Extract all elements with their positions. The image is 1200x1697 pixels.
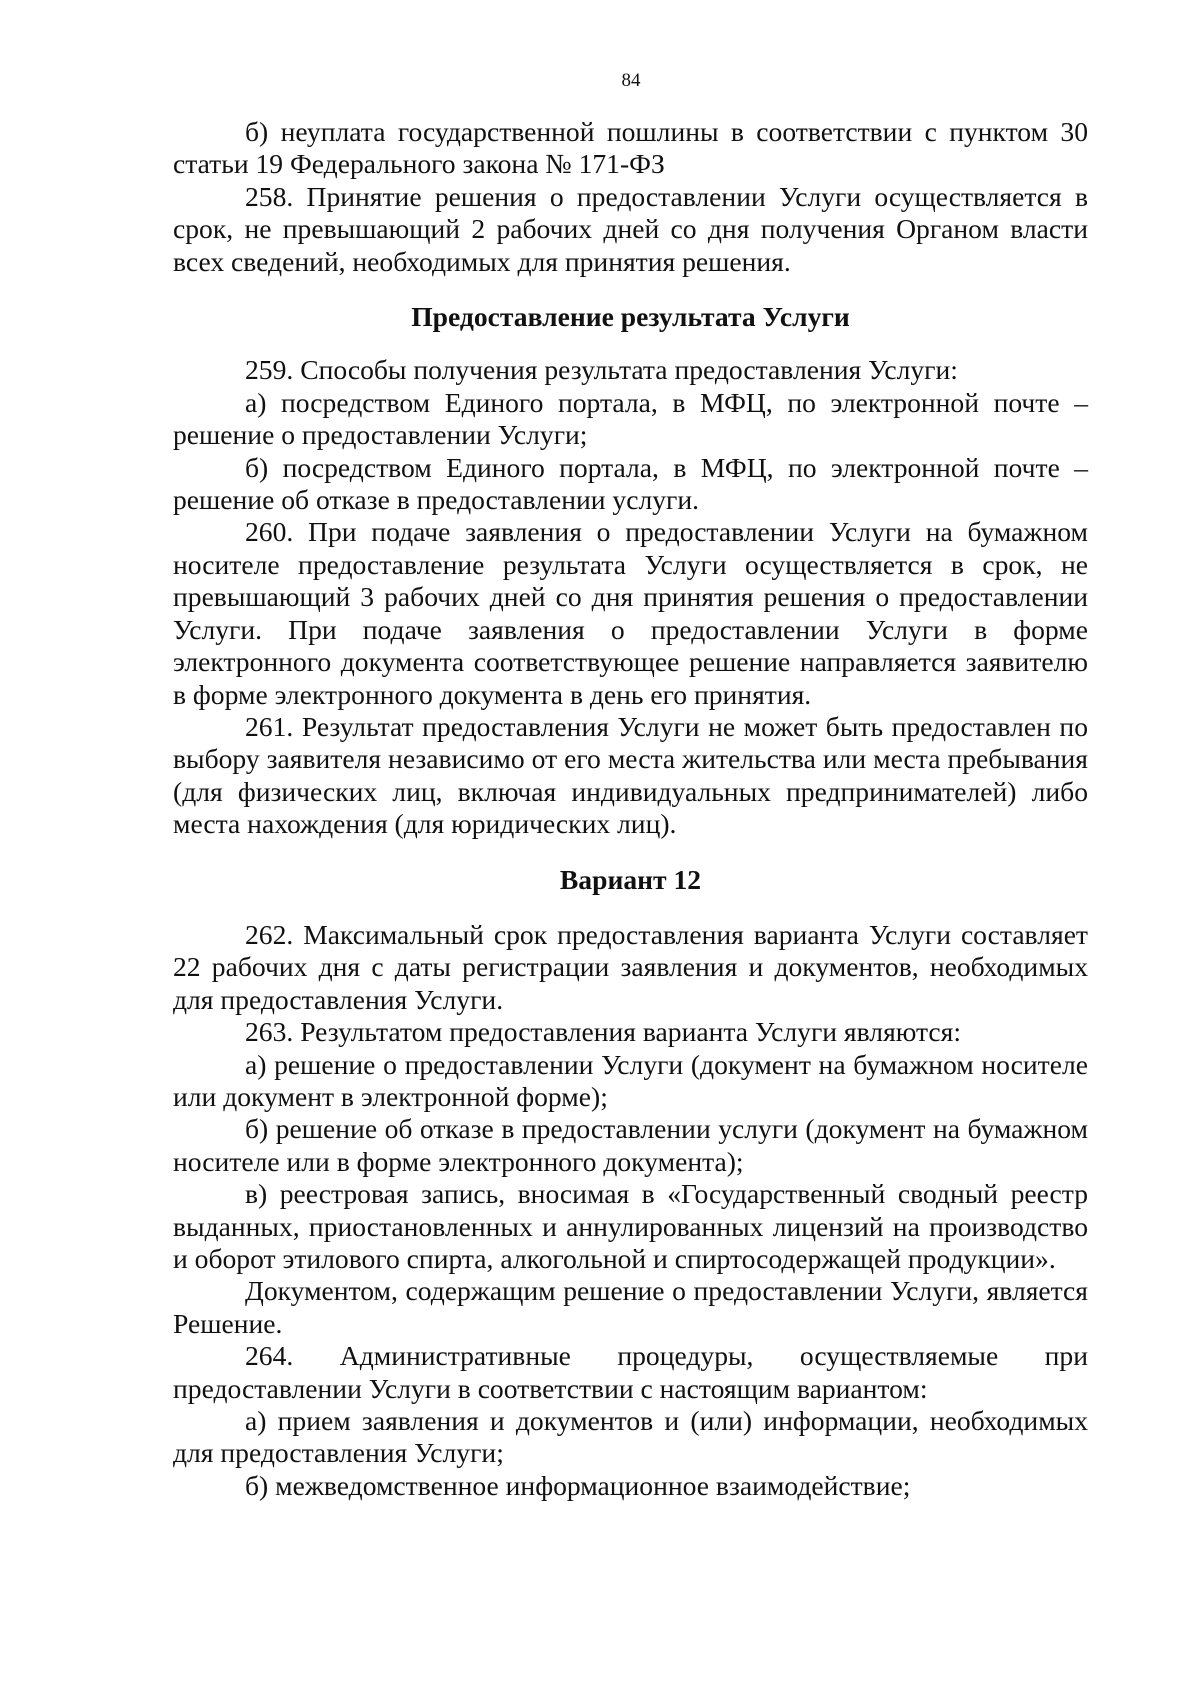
paragraph-259-b: б) посредством Единого портала, в МФЦ, по электронной почте – решение об отказе в предоставлении услуги. bbox=[173, 451, 1088, 516]
paragraph-259-a: а) посредством Единого портала, в МФЦ, по электронной почте – решение о предоставлении Услуги; bbox=[173, 386, 1088, 451]
paragraph-264-a: а) прием заявления и документов и (или) информации, необходимых для предоставления Услуги; bbox=[173, 1405, 1088, 1469]
section-heading-result: Предоставление результата Услуги bbox=[411, 301, 850, 333]
paragraph-260: 260. При подаче заявления о предоставлении Услуги на бумажном носителе предоставление результата Услуги осуществляется в срок, не превышающий 3 рабочих дней со дня принятия решения о предоставлении Услуги. При подаче заявления о предоставлении Услуги в форме электронного документа соответствующее решение направляется заявителю в форме электронного документа в день его принятия. bbox=[173, 516, 1088, 710]
paragraph-259: 259. Способы получения результата предоставления Услуги: bbox=[245, 354, 958, 386]
section-heading-variant-12: Вариант 12 bbox=[559, 863, 702, 895]
paragraph-263-v: в) реестровая запись, вносимая в «Государственный сводный реестр выданных, приостановленных и аннулированных лицензий на производство и оборот этилового спирта, алкогольной и спиртосодержащей продукции». bbox=[173, 1178, 1088, 1274]
paragraph-258: 258. Принятие решения о предоставлении Услуги осуществляется в срок, не превышающий 2 рабочих дней со дня получения Органом власти всех сведений, необходимых для принятия решения. bbox=[173, 180, 1088, 277]
paragraph-263: 263. Результатом предоставления варианта Услуги являются: bbox=[245, 1016, 962, 1048]
paragraph-262: 262. Максимальный срок предоставления варианта Услуги составляет 22 рабочих дня с даты регистрации заявления и документов, необходимых для предоставления Услуги. bbox=[173, 918, 1088, 1015]
paragraph-b-state-fee: б) неуплата государственной пошлины в соответствии с пунктом 30 статьи 19 Федерального закона № 171-ФЗ bbox=[173, 116, 1088, 180]
paragraph-264-b: б) межведомственное информационное взаимодействие; bbox=[245, 1469, 911, 1501]
paragraph-decision-document: Документом, содержащим решение о предоставлении Услуги, является Решение. bbox=[173, 1275, 1088, 1339]
paragraph-264: 264. Административные процедуры, осуществляемые при предоставлении Услуги в соответствии с настоящим вариантом: bbox=[173, 1340, 1088, 1404]
paragraph-263-a: а) решение о предоставлении Услуги (документ на бумажном носителе или документ в электронной форме); bbox=[173, 1048, 1088, 1112]
document-body bbox=[173, 116, 1088, 1502]
paragraph-261: 261. Результат предоставления Услуги не может быть предоставлен по выбору заявителя независимо от его места жительства или места пребывания (для физических лиц, включая индивидуальных предпринимателей) либо места нахождения (для юридических лиц). bbox=[173, 710, 1088, 840]
page-number: 84 bbox=[621, 70, 641, 91]
paragraph-263-b: б) решение об отказе в предоставлении услуги (документ на бумажном носителе или в форме электронного документа); bbox=[173, 1113, 1088, 1177]
